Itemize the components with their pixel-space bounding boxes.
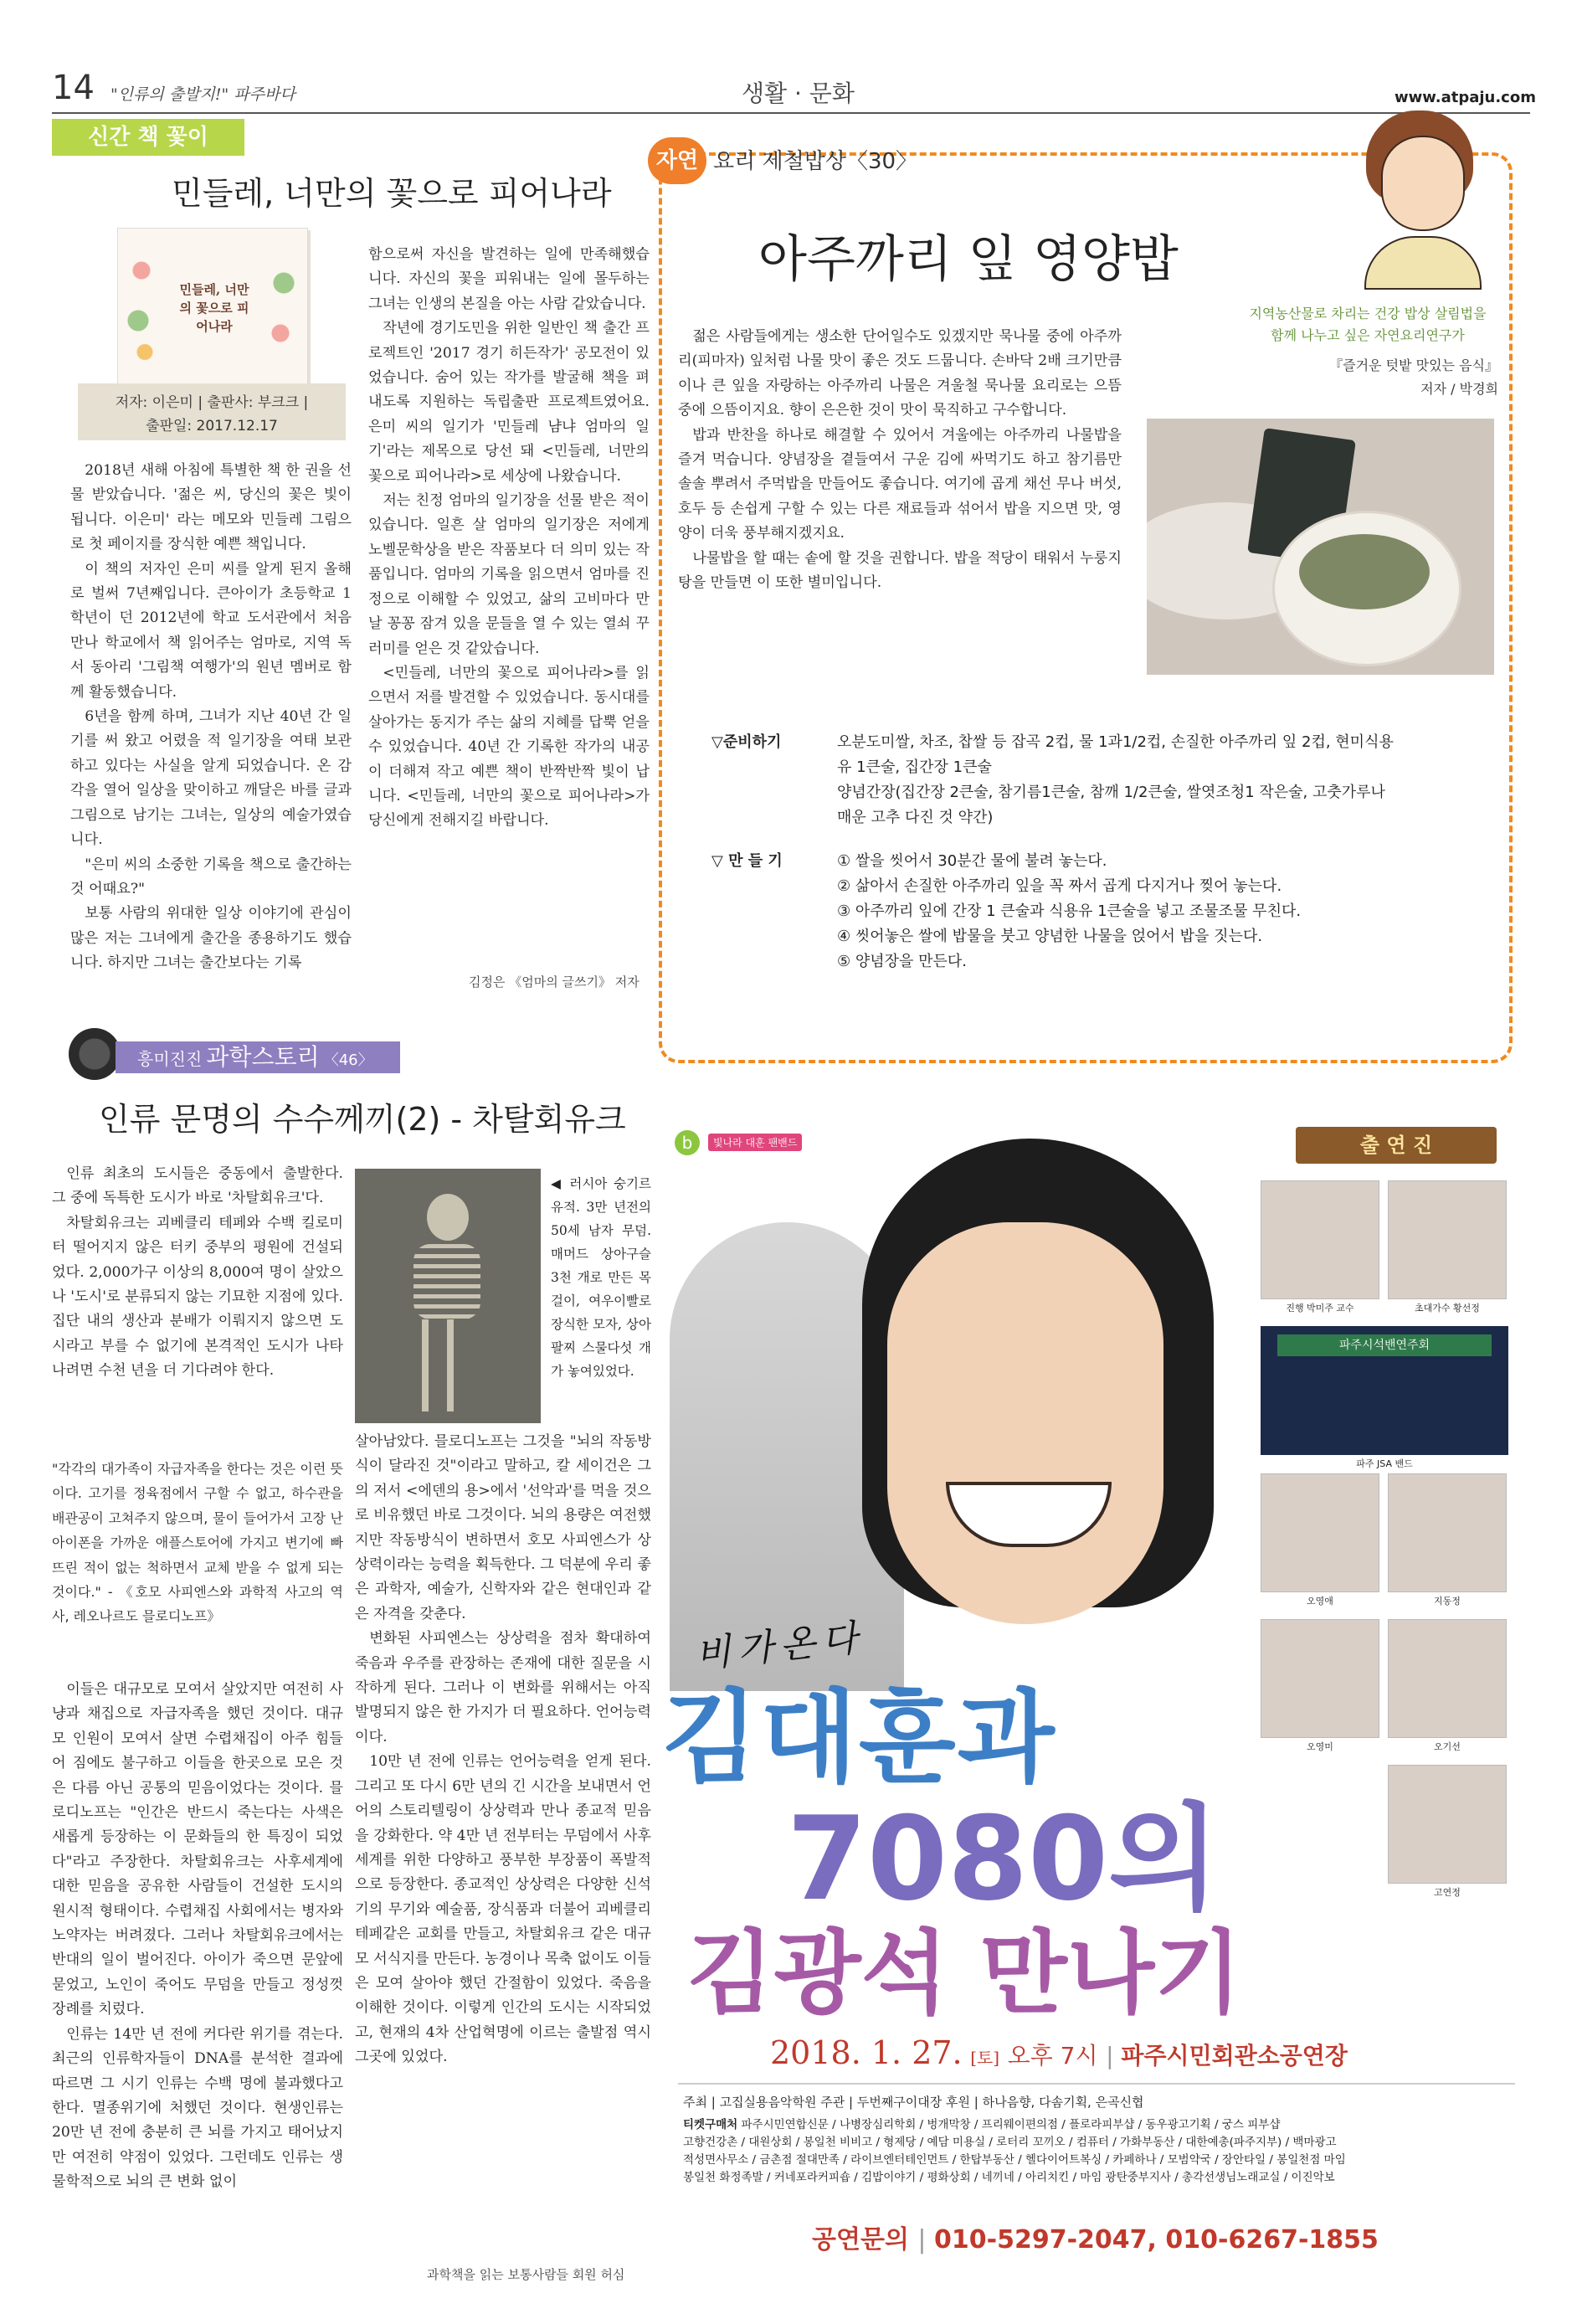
band-photo [1261, 1326, 1508, 1455]
dish-photo [1147, 419, 1494, 678]
science-badge: 흥미진진 과학스토리 〈46〉 [116, 1041, 400, 1073]
contact-label: 공연문의 [812, 2225, 909, 2255]
prep-row [711, 730, 1482, 830]
shoulders-shape [1364, 236, 1482, 290]
recipe-title: 아주까리 잎 영양밥 [758, 230, 1179, 289]
cast-photo-7 [1388, 1619, 1507, 1738]
poster-title-1: 김대훈과 [661, 1680, 1056, 1797]
steps-lines: ① 쌀을 씻어서 30분간 물에 불려 놓는다. ② 삶아서 손질한 아주까리 잎을 꼭 짜서 곱게 다지거나 찢어 놓는다. ③ 아주까리 잎에 간장 1 큰술과 식용유 1큰술을 넣고 조물조물 무친다. ④ 씻어놓은 쌀에 밥물을 붓고 양념한 나물을 얹어서 밥을 짓는다. ⑤ 양념장을 만든다. [837, 852, 1302, 970]
cast-photo-8 [1388, 1765, 1507, 1884]
ticket-label: 티켓구매처 [683, 2118, 738, 2131]
legs-shape [422, 1319, 472, 1411]
band-banner: 파주시석밴연주회 [1277, 1334, 1492, 1356]
poster-title-2: 7080의 [787, 1792, 1220, 1926]
concert-date-line: 2018. 1. 27. [토] 오후 7시 | 파주시민회관소공연장 [770, 2034, 1348, 2071]
science-column-2: 살아남았다. 믈로디노프는 그것을 "뇌의 작동방식이 달라진 것"이라고 말하고, 칼 세이건은 그의 저서 <에덴의 용>에서 '선악과'를 먹을 것으로 비유했던 바로 그것이다. 뇌의 용량은 여전했지만 작동방식이 변하면서 호모 사피엔스가 상상력이라는 능력을 획득한다. 그 덕분에 우리 좋은 과학자, 예술가, 신학자와 같은 현대인과 같은 자격을 갖춘다. 변화된 사피엔스는 상상력을 점차 확대하여 죽음과 우주를 관장하는 존재에 대한 질문을 시작하게 된다. 그러나 이 변화를 위해서는 아직 발명되지 않은 한 가지가 더 필요하다. 언어능력이다. 10만 년 전에 인류는 언어능력을 얻게 된다. 그리고 또 다시 6만 년의 긴 시간을 보내면서 언어의 스토리텔링이 상상력과 만나 종교적 믿음을 강화한다. 약 4만 년 전부터는 무덤에서 사후 세계를 위한 다양하고 풍부한 부장품이 폭발적으로 등장한다. 종교적인 상상력은 다양한 신석기의 무기와 예술품, 장식품과 더불어 괴베클리 테페같은 교회를 만들고, 차탈회유크 같은 대규모 서식지를 만든다. 농경이나 목축 없이도 이들은 모여 살아야 했던 간절함이 있었다. 죽음을 이해한 것이다. 이렇게 인간의 도시는 시작되었고, 현재의 4차 산업혁명에 이르는 출발점 역시 그곳에 있었다. [355, 1433, 651, 2066]
site-url[interactable]: www.atpaju.com [1395, 89, 1536, 106]
band-badge: 빛나라 대훈 팬밴드 [708, 1134, 802, 1151]
author-book: 『즐거운 텃밭 맛있는 음식』 [1329, 357, 1498, 373]
cast-name-2: 초대가수 황선정 [1415, 1303, 1480, 1314]
band-logo: b [675, 1130, 700, 1155]
ingredients-box [686, 675, 1494, 1018]
poster-script: 비가온다 [693, 1616, 866, 1677]
book-title: 민들레, 너만의 꽃으로 피어나라 [172, 175, 612, 212]
concert-day: [토] [970, 2048, 1000, 2068]
book-meta-line2: 출판일: 2017.12.17 [146, 418, 278, 434]
contact-phone[interactable]: 010-5297-2047, 010-6267-1855 [934, 2225, 1379, 2255]
cast-name-5: 지동정 [1434, 1596, 1461, 1607]
flower-decoration [125, 245, 158, 371]
author-portrait [1348, 111, 1490, 286]
contact-line: 공연문의 | 010-5297-2047, 010-6267-1855 [812, 2225, 1379, 2255]
author-name: 저자 / 박경희 [1420, 381, 1498, 397]
paper-slogan: "인류의 출발지!" 파주바다 [110, 85, 295, 104]
skeleton-caption: ◀ 러시아 숭기르 유적. 3만 년전의 50세 남자 무덤. 매머드 상아구슬 3천 개로 만든 목걸이, 여우이빨로 장식한 모자, 상아 팔찌 스물다섯 개가 놓여있었다. [551, 1176, 651, 1379]
flower-decoration-right [267, 245, 300, 371]
cast-name-4: 오영애 [1307, 1596, 1333, 1607]
cast-name-7: 오기선 [1434, 1741, 1461, 1752]
poster-title-3: 김광석 만나기 [686, 1921, 1242, 2026]
face-shape [887, 1222, 1163, 1624]
skull-shape [427, 1194, 469, 1241]
concert-poster [661, 1113, 1523, 2277]
prep-lines: 오분도미쌀, 차조, 찹쌀 등 잡곡 2컵, 물 1과1/2컵, 손질한 아주까리 잎 2컵, 현미식용 유 1큰술, 집간장 1큰술 양념간장(집간장 2큰술, 참기름1큰술, 참깨 1/2큰술, 쌀엿조청1 작은술, 고춧가루나 매운 고추 다진 것 약간) [837, 733, 1394, 826]
cast-photo-4 [1261, 1473, 1379, 1592]
science-column-1: 인류 최초의 도시들은 중동에서 출발한다. 그 중에 독특한 도시가 바로 '차탈회유크'다. 차탈회유크는 괴베클리 테페와 수백 킬로미터 떨어지지 않은 터키 중부의 평원에 건설되었다. 2,000가구 이상의 8,000여 명이 살았으나 '도시'로 분류되지 않는 기묘한 지점에 있다. 집단 내의 생산과 분배가 이뤄지지 않으면 도시라고 부를 수 없기에 본격적인 도시가 나타나려면 수천 년을 더 기다려야 한다. [52, 1165, 343, 1380]
prep-label: ▽준비하기 [711, 733, 782, 751]
author-caption-1: 지역농산물로 차리는 건강 밥상 살림법을 [1249, 306, 1487, 321]
cast-name-1: 진행 박미주 교수 [1286, 1303, 1354, 1314]
recipe-badge: 자연 [648, 137, 706, 184]
recipe-body: 젊은 사람들에게는 생소한 단어일수도 있겠지만 묵나물 중에 아주까리(피마자) 잎처럼 나물 맛이 좋은 것도 드뭅니다. 손바닥 2배 크기만큼이나 큰 잎을 자랑하는 아주까리 나물은 겨울철 묵나물 요리로는 으뜸 중에 으뜸이지요. 향이 은은한 것이 맛이 묵직하고 구수합니다. 밥과 반찬을 하나로 해결할 수 있어서 겨울에는 아주까리 나물밥을 즐겨 먹습니다. 양념장을 곁들여서 구운 김에 싸먹기도 하고 참기름만 솔솔 뿌려서 주먹밥을 만들어도 좋습니다. 여기에 곱게 채선 무나 버섯, 호두 등 손쉽게 구할 수 있는 다른 재료들과 섞어서 밥을 지으면 맛, 영양이 더욱 풍부해지겠지요. 나물밥을 할 때는 솥에 할 것을 권합니다. 밥을 적당이 태워서 누룽지탕을 만들면 이 또한 별미입니다. [678, 328, 1122, 592]
cast-name-3: 파주 JSA 밴드 [1356, 1458, 1413, 1469]
page-number: 14 [52, 69, 95, 107]
cast-photo-2 [1388, 1180, 1507, 1299]
poster-rule [678, 2083, 1515, 2085]
book-column-1: 2018년 새해 아침에 특별한 책 한 권을 선물 받았습니다. '젊은 씨, 당신의 꽃은 빛이 됩니다. 이은미' 라는 메모와 민들레 그림으로 첫 페이지를 장식한 예쁜 책입니다. 이 책의 저자인 은미 씨를 알게 된지 올해로 벌써 7년째입니다. 큰아이가 초등학교 1학년이 던 2012년에 학교 도서관에서 처음 만나 학교에서 책 읽어주는 엄마로, 지역 독서 동아리 '그림책 여행가'의 원년 멤버로 함께 활동했습니다. 6년을 함께 하며, 그녀가 지난 40년 간 일기를 써 왔고 어렸을 적 일기장을 여태 보관하고 있다는 사실을 알게 되었습니다. 온 감각을 열어 일상을 맞이하고 깨달은 바를 글과 그림으로 남기는 그녀는, 일상의 예술가였습니다. "은미 씨의 소중한 기록을 책으로 출간하는 것 어때요?" 보통 사람의 위대한 일상 이야기에 관심이 많은 저는 그녀에게 출간을 종용하기도 했습니다. 하지만 그녀는 출간보다는 기록 [70, 462, 352, 972]
book-column-2: 함으로써 자신을 발견하는 일에 만족해했습니다. 자신의 꽃을 피워내는 일에 몰두하는 그녀는 인생의 본질을 아는 사람 같았습니다. 작년에 경기도민을 위한 일반인 책 출간 프로젝트인 '2017 경기 히든작가' 공모전이 있었습니다. 숨어 있는 작가를 발굴해 책을 펴내도록 지원하는 독립출판 프로젝트였어요. 은미 씨의 일기가 '민들레 냠냐 엄마의 일기'라는 제목으로 당선 돼 <민들레, 너만의 꽃으로 피어나라>로 세상에 나왔습니다. 저는 친정 엄마의 일기장을 선물 받은 적이 있습니다. 일흔 살 엄마의 일기장은 저에게 노벨문학상을 받은 작품보다 더 의미 있는 작품입니다. 엄마의 기록을 읽으면서 엄마를 진정으로 이해할 수 있었고, 삶의 고비마다 만날 꽁꽁 잠겨 있을 문들을 열 수 있는 열쇠 꾸러미를 얻은 것 같았습니다. <민들레, 너만의 꽃으로 피어나라>를 읽으면서 저를 발견할 수 있었습니다. 동시대를 살아가는 동지가 주는 삶의 지혜를 답뿍 얻을 수 있었습니다. 40년 간 기록한 작가의 내공이 더해져 작고 예쁜 책이 반짝반짝 빛이 납니다. <민들레, 너만의 꽃으로 피어나라>가 당신에게 전해지길 바랍니다. [368, 246, 650, 830]
cast-name-6: 오영미 [1307, 1741, 1333, 1752]
science-title: 인류 문명의 수수께끼(2) - 차탈회유크 [99, 1101, 626, 1138]
cast-header: 출 연 진 [1296, 1127, 1497, 1164]
science-byline: 과학책을 읽는 보통사람들 회원 허심 [427, 2267, 625, 2282]
section-label: 생활 · 문화 [742, 80, 855, 107]
science-column-1b: 이들은 대규모로 모여서 살았지만 여전히 사냥과 채집으로 자급자족을 했던 것이다. 대규모 인원이 모여서 살면 수렵채집이 아주 힘들어 짐에도 불구하고 이들을 한곳으로 모은 것은 다름 아닌 공통의 믿음이었다는 것이다. 믈로디노프는 "인간은 반드시 죽는다는 사색은 새롭게 등장하는 이 문화들의 한 특징이 되었다"라고 주장한다. 차탈회유크는 사후세계에 대한 믿음을 공유한 사람들이 건설한 도시의 원시적 형태이다. 수렵채집 사회에서는 병자와 노약자는 버려졌다. 그러나 차탈회유크에서는 반대의 일이 벌어진다. 아이가 죽으면 문앞에 묻었고, 노인이 죽어도 무덤을 만들고 정성껏 장례를 치렀다. 인류는 14만 년 전에 커다란 위기를 겪는다. 최근의 인류학자들이 DNA를 분석한 결과에 따르면 그 시기 인류는 수백 명에 불과했다고 한다. 멸종위기에 처했던 것이다. 현생인류는 20만 년 전에 충분히 큰 뇌를 가지고 태어났지만 여전히 약점이 있었다. 그런데도 인류는 생물학적으로 뇌의 큰 변화 없이 [52, 1681, 343, 2191]
cover-title: 민들레, 너만의 꽃으로 피어나라 [179, 282, 249, 334]
ticket-block: 티켓구매처 파주시민연합신문 / 나병장심리학회 / 벙개막창 / 프리웨이편의점 / 플로라피부샵 / 동우광고기획 / 궁스 피부샵 고향건강촌 / 대원상회 / 봉일천 비비고 / 형제당 / 예담 미용실 / 로터리 꼬끼오 / 컴퓨터 / 가화부동산 / 대한예총(파주지부) / 백마광고 적성면사무소 / 금촌점 절대만족 / 라이브엔터테인먼트 / 한탑부동산 / 헬다이어트복싱 / 카페하나 / 모범약국 / 장안타일 / 봉일천점 마임 봉일천 화정족발 / 커네포라커피숍 / 김밥이야기 / 평화상회 / 네끼네 / 아리치킨 / 마임 광탄중부지사 / 총각선생님노래교실 / 이진악보 [683, 2118, 1346, 2184]
cast-name-8: 고연정 [1434, 1887, 1461, 1898]
book-badge: 신간 책 꽃이 [52, 119, 244, 156]
recipe-series: 요리 제철밥상〈30〉 [713, 149, 918, 174]
skeleton-photo [355, 1169, 541, 1423]
author-caption-2: 함께 나누고 싶은 자연요리연구가 [1271, 327, 1465, 343]
concert-date: 2018. 1. 27. [770, 2034, 963, 2071]
concert-time: 오후 7시 [1007, 2042, 1098, 2069]
ribs-shape [413, 1244, 480, 1319]
concert-venue: 파주시민회관소공연장 [1121, 2042, 1348, 2069]
book-byline: 김정은 《엄마의 글쓰기》 저자 [469, 974, 639, 990]
header-rule [52, 112, 1530, 114]
science-icon [69, 1028, 121, 1080]
steps-row [711, 849, 1482, 974]
science-quote: "각각의 대가족이 자급자족을 한다는 것은 이런 뜻이다. 고기를 정육점에서 구할 수 없고, 하수관을 배관공이 고쳐주지 않으며, 물이 들어가서 고장 난 아이폰을 가까운 애플스토어에 가지고 변기에 빠뜨린 적이 없는 척하면서 교체 받을 수 없게 되는 것이다." - 《호모 사피엔스와 과학적 사고의 역사, 레오나르도 믈로디노프》 [52, 1461, 343, 1625]
face-shape [1381, 136, 1465, 231]
cast-photo-1 [1261, 1180, 1379, 1299]
book-meta-line1: 저자: 이은미 | 출판사: 부크크 | [115, 394, 309, 411]
steps-label: ▽ 만 들 기 [711, 852, 783, 870]
rice-shape [1299, 534, 1430, 609]
concert-host: 주최 | 고집실용음악학원 주관 | 두번째구이대장 후원 | 하나음향, 다솜기획, 은곡신협 [683, 2095, 1144, 2110]
cast-photo-6 [1261, 1619, 1379, 1738]
book-cover [117, 228, 308, 393]
cast-photo-5 [1388, 1473, 1507, 1592]
